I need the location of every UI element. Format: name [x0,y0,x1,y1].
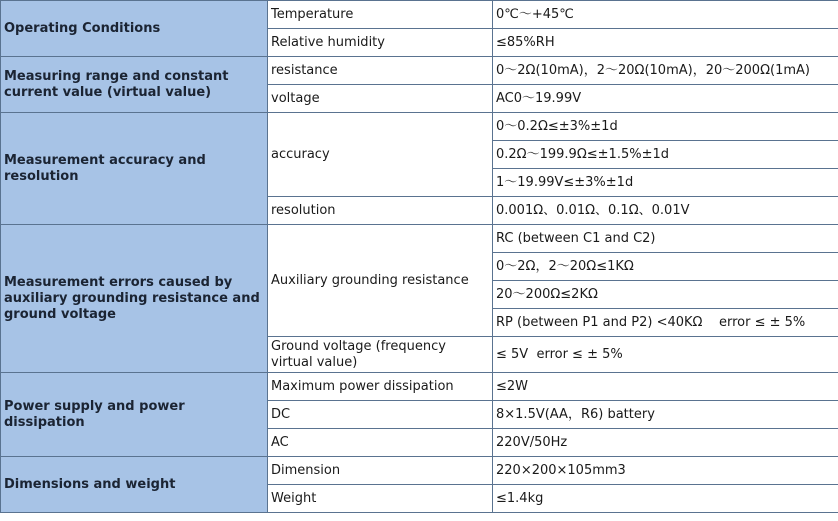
parameter-cell: Auxiliary grounding resistance [268,225,493,337]
table-row [1,225,838,253]
table-row [1,373,838,401]
value-cell: ≤ 5V error ≤ ± 5% [493,337,838,373]
table-row [1,457,838,485]
value-cell: ≤85%RH [493,29,838,57]
table-row [1,1,838,29]
value-cell: RP (between P1 and P2) <40KΩ error ≤ ± 5% [493,309,838,337]
value-cell: 8×1.5V(AA，R6) battery [493,401,838,429]
value-cell: 220V/50Hz [493,429,838,457]
value-cell: AC0～19.99V [493,85,838,113]
parameter-cell: voltage [268,85,493,113]
category-cell: Operating Conditions [1,1,268,57]
category-cell: Power supply and power dissipation [1,373,268,457]
category-cell: Dimensions and weight [1,457,268,513]
parameter-cell: Temperature [268,1,493,29]
parameter-cell: resistance [268,57,493,85]
category-cell: Measurement accuracy and resolution [1,113,268,225]
value-cell: 0～2Ω(10mA)，2～20Ω(10mA)，20～200Ω(1mA) [493,57,838,85]
value-cell: 0℃～+45℃ [493,1,838,29]
category-cell: Measuring range and constant current value (virtual value) [1,57,268,113]
parameter-cell: Maximum power dissipation [268,373,493,401]
category-cell: Measurement errors caused by auxiliary grounding resistance and ground voltage [1,225,268,373]
value-cell: 1～19.99V≤±3%±1d [493,169,838,197]
parameter-cell: Ground voltage (frequency virtual value) [268,337,493,373]
value-cell: 220×200×105mm3 [493,457,838,485]
parameter-cell: Relative humidity [268,29,493,57]
table-row [1,113,838,141]
value-cell: RC (between C1 and C2) [493,225,838,253]
parameter-cell: Dimension [268,457,493,485]
parameter-cell: AC [268,429,493,457]
value-cell: 0.2Ω～199.9Ω≤±1.5%±1d [493,141,838,169]
value-cell: 0.001Ω、0.01Ω、0.1Ω、0.01V [493,197,838,225]
table-row [1,57,838,85]
parameter-cell: Weight [268,485,493,513]
value-cell: 0～0.2Ω≤±3%±1d [493,113,838,141]
value-cell: 0～2Ω，2～20Ω≤1KΩ [493,253,838,281]
parameter-cell: resolution [268,197,493,225]
value-cell: ≤1.4kg [493,485,838,513]
parameter-cell: DC [268,401,493,429]
value-cell: 20～200Ω≤2KΩ [493,281,838,309]
parameter-cell: accuracy [268,113,493,197]
value-cell: ≤2W [493,373,838,401]
